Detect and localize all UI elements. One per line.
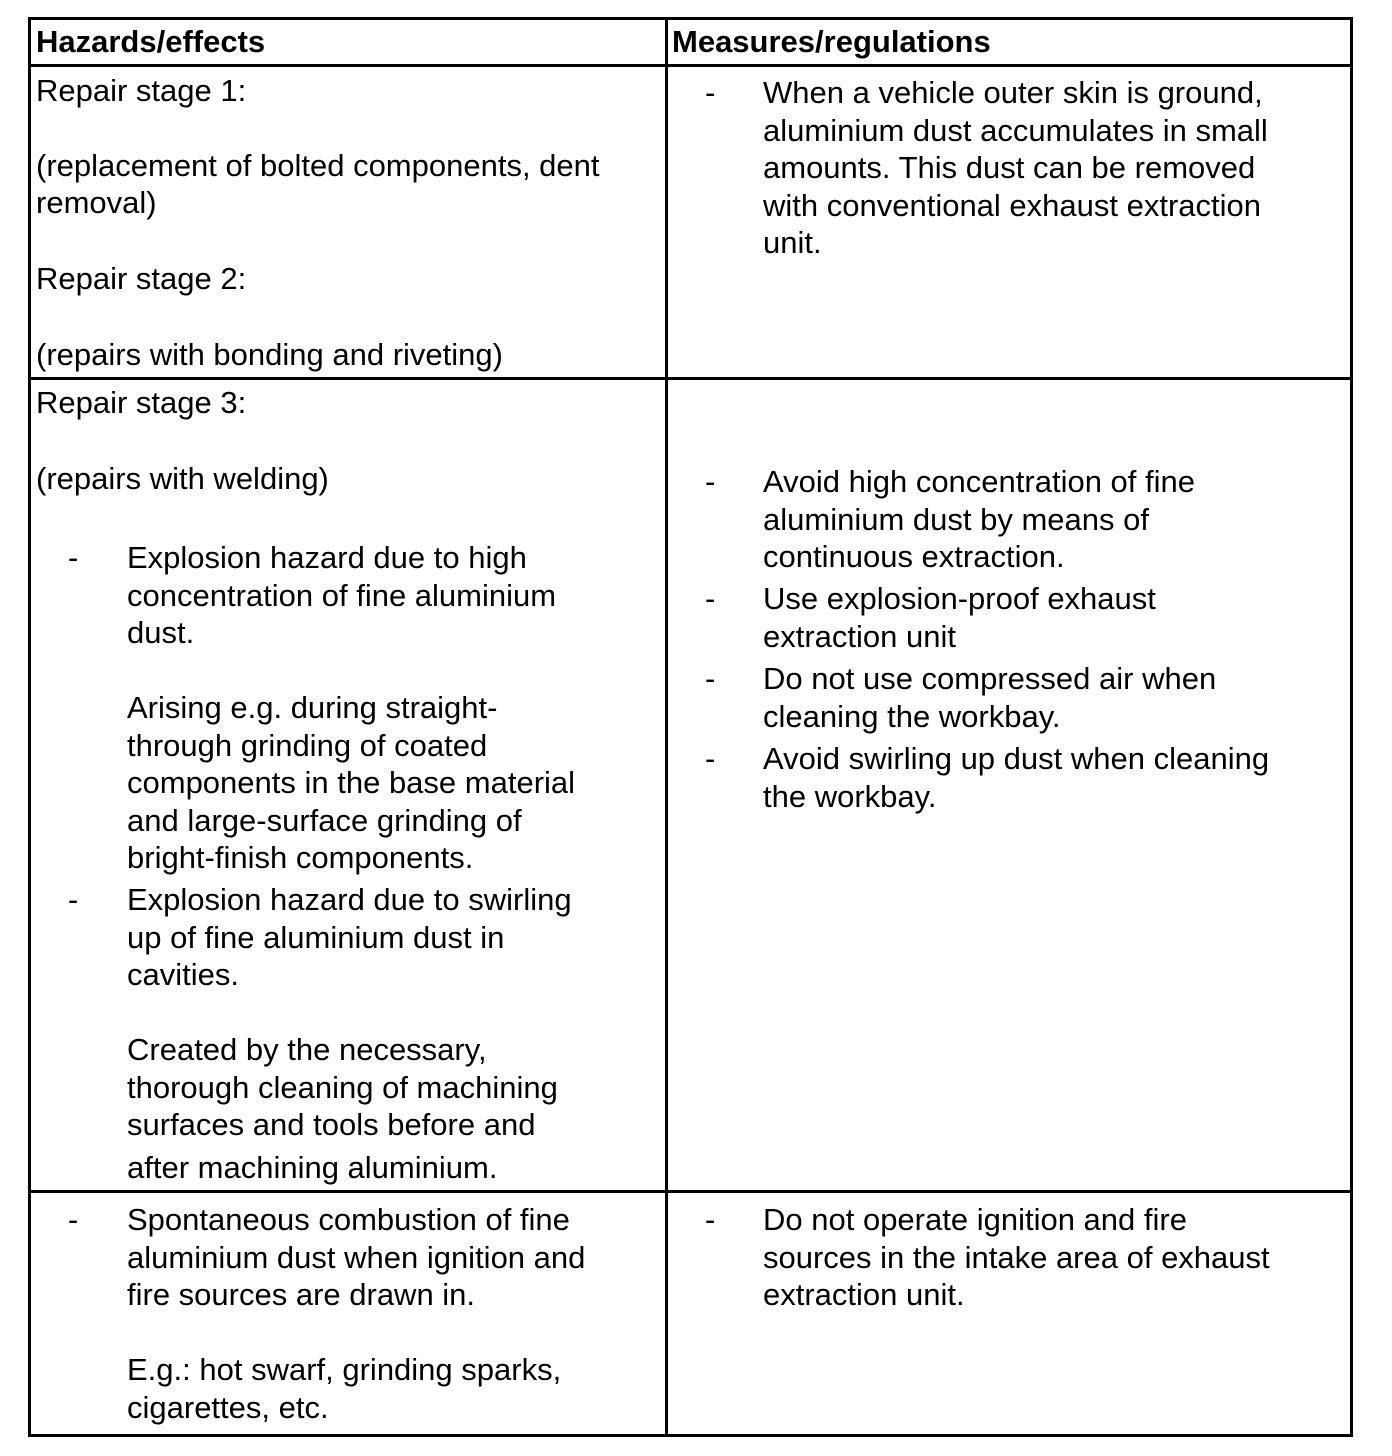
bullet-dash: - <box>705 741 716 776</box>
measure-line: extraction unit. <box>763 1277 965 1312</box>
hazard-note-line: cigarettes, etc. <box>127 1389 329 1425</box>
repair-stage-3-desc: (repairs with welding) <box>36 461 329 496</box>
measure-line: Use explosion-proof exhaust <box>763 581 1156 616</box>
hazard-note-line: components in the base material <box>127 765 576 800</box>
hazard-note <box>127 1031 558 1186</box>
measure-line: the workbay. <box>763 778 937 814</box>
bullet-dash: - <box>705 75 716 110</box>
measure-line: continuous extraction. <box>763 539 1065 574</box>
header-row-divider <box>28 64 1353 67</box>
measure-item <box>763 660 1216 735</box>
bullet-dash: - <box>705 661 716 696</box>
hazard-note-line: Created by the necessary, <box>127 1032 487 1067</box>
measure-item <box>763 74 1268 262</box>
repair-stage-1-desc-line1: (replacement of bolted components, dent <box>36 148 600 183</box>
hazard-note-line: surfaces and tools before and <box>127 1107 536 1142</box>
row2-divider <box>28 1190 1353 1193</box>
measure-line: Avoid high concentration of fine <box>763 464 1196 499</box>
measure-line: When a vehicle outer skin is ground, <box>763 75 1263 110</box>
hazard-item <box>127 1201 585 1314</box>
hazard-line: cavities. <box>127 957 239 992</box>
bullet-dash: - <box>68 882 79 917</box>
repair-stage-2-desc: (repairs with bonding and riveting) <box>36 337 503 372</box>
repair-stage-1-desc-line2: removal) <box>36 185 157 220</box>
measure-line: unit. <box>763 225 822 260</box>
header-hazards: Hazards/effects <box>36 24 266 59</box>
measure-line: cleaning the workbay. <box>763 698 1061 734</box>
hazard-line: dust. <box>127 615 195 650</box>
hazard-line: aluminium dust when ignition and <box>127 1239 586 1275</box>
bullet-dash: - <box>68 540 79 575</box>
measure-item <box>763 580 1156 655</box>
measure-line: aluminium dust by means of <box>763 501 1149 537</box>
measure-line: Avoid swirling up dust when cleaning <box>763 741 1270 776</box>
bullet-dash: - <box>705 1202 716 1237</box>
measure-line: sources in the intake area of exhaust <box>763 1239 1270 1275</box>
measure-line: with conventional exhaust extraction <box>763 187 1262 223</box>
hazard-line: Explosion hazard due to high <box>127 540 527 575</box>
measure-item <box>763 740 1269 815</box>
hazard-note-line: after machining aluminium. <box>127 1149 498 1185</box>
hazard-line: fire sources are drawn in. <box>127 1277 476 1312</box>
measure-item <box>763 463 1195 576</box>
measure-line: Do not operate ignition and fire <box>763 1202 1187 1237</box>
hazard-item <box>127 539 556 652</box>
measure-line: amounts. This dust can be removed <box>763 150 1256 185</box>
measure-line: aluminium dust accumulates in small <box>763 112 1268 148</box>
measure-line: Do not use compressed air when <box>763 661 1217 696</box>
hazard-note-line: E.g.: hot swarf, grinding sparks, <box>127 1352 562 1387</box>
hazard-note <box>127 1351 561 1426</box>
hazard-line: up of fine aluminium dust in <box>127 919 505 955</box>
measure-line: extraction unit <box>763 618 956 654</box>
bullet-dash: - <box>68 1202 79 1237</box>
hazard-note-line: through grinding of coated <box>127 727 488 763</box>
hazard-note-line: Arising e.g. during straight- <box>127 690 498 725</box>
bullet-dash: - <box>705 464 716 499</box>
hazard-line: Explosion hazard due to swirling <box>127 882 572 917</box>
hazard-note <box>127 689 575 877</box>
measure-item <box>763 1201 1270 1314</box>
repair-stage-1-label: Repair stage 1: <box>36 73 247 108</box>
bullet-dash: - <box>705 581 716 616</box>
repair-stage-2-label: Repair stage 2: <box>36 261 247 296</box>
hazard-note-line: bright-finish components. <box>127 840 474 875</box>
hazard-line: Spontaneous combustion of fine <box>127 1202 570 1237</box>
hazard-line: concentration of fine aluminium <box>127 577 557 613</box>
row1-divider <box>28 377 1353 380</box>
repair-stage-3-label: Repair stage 3: <box>36 385 247 420</box>
header-measures: Measures/regulations <box>672 24 991 59</box>
hazard-note-line: and large-surface grinding of <box>127 802 522 838</box>
hazard-note-line: thorough cleaning of machining <box>127 1069 558 1105</box>
hazard-item <box>127 881 572 994</box>
column-divider <box>665 17 668 1437</box>
